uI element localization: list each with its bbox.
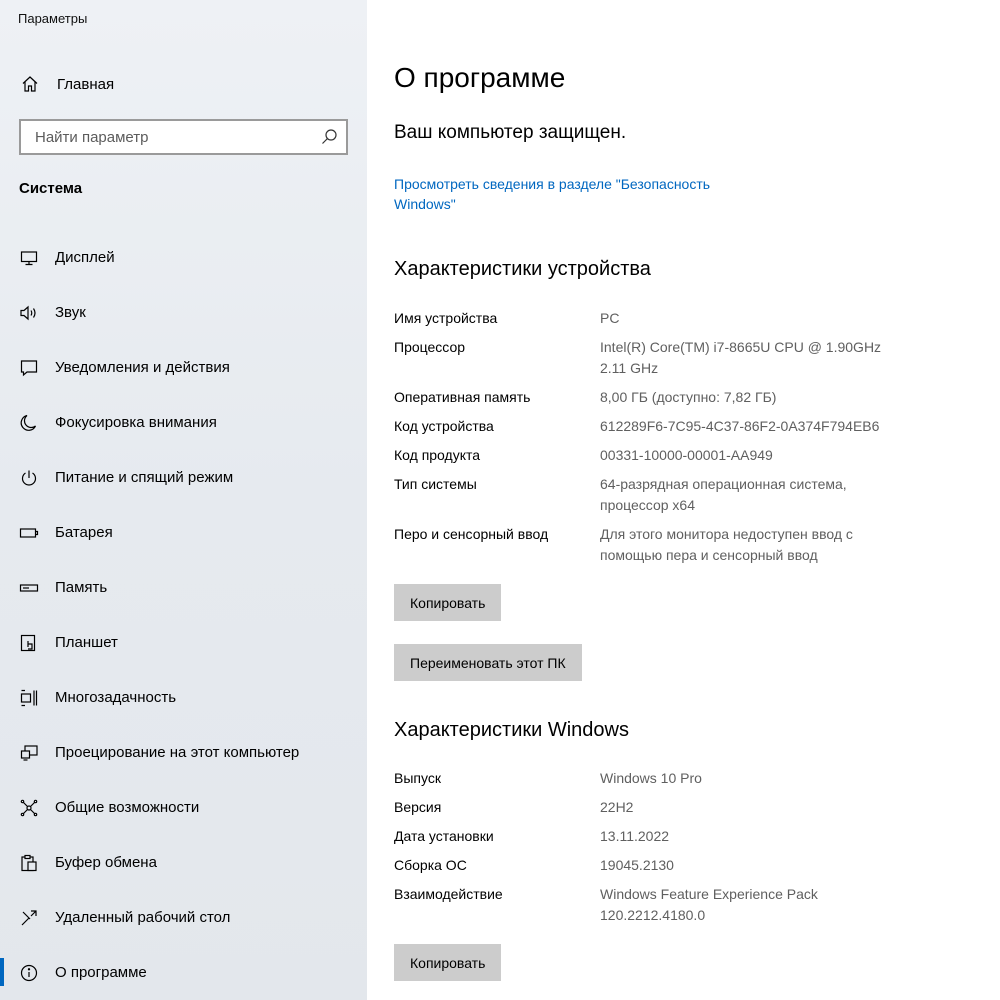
storage-icon <box>18 577 40 599</box>
sidebar-item-power[interactable] <box>0 450 367 505</box>
sidebar-item-label: Батарея <box>55 524 113 541</box>
moon-icon <box>18 412 40 434</box>
spec-value: 00331-10000-00001-AA949 <box>600 447 773 463</box>
sidebar-item-label: Проецирование на этот компьютер <box>55 744 300 761</box>
sidebar-item-label: Удаленный рабочий стол <box>55 909 231 926</box>
spec-row-install-date <box>394 826 974 847</box>
sidebar-item-label: Фокусировка внимания <box>55 414 217 431</box>
spec-key: Код продукта <box>394 447 481 463</box>
spec-value: Windows 10 Pro <box>600 770 702 786</box>
spec-key: Тип системы <box>394 476 477 492</box>
sidebar-item-label: Память <box>55 579 108 596</box>
spec-row-device-name <box>394 308 974 329</box>
spec-row-experience <box>394 884 974 926</box>
sidebar-item-label: Звук <box>55 304 86 321</box>
display-icon <box>18 247 40 269</box>
rename-pc-button[interactable]: Переименовать этот ПК <box>394 644 582 681</box>
spec-row-ram <box>394 387 974 408</box>
remote-desktop-icon <box>18 907 40 929</box>
spec-row-edition <box>394 768 974 789</box>
shared-experiences-icon <box>18 797 40 819</box>
spec-row-pen-touch <box>394 524 974 566</box>
battery-icon <box>18 522 40 544</box>
app-title: Параметры <box>18 11 88 26</box>
page-title: О программе <box>394 62 566 93</box>
spec-value: PC <box>600 310 620 326</box>
copy-windows-specs-button[interactable]: Копировать <box>394 944 501 981</box>
spec-value: 64-разрядная операционная система, процессор x64 <box>600 476 847 513</box>
sidebar-item-tablet[interactable] <box>0 615 367 670</box>
spec-row-processor <box>394 337 974 379</box>
clipboard-icon <box>18 852 40 874</box>
projecting-icon <box>18 742 40 764</box>
sidebar-item-storage[interactable] <box>0 560 367 615</box>
spec-key: Перо и сенсорный ввод <box>394 526 549 542</box>
spec-value: Windows Feature Experience Pack 120.2212.4180.0 <box>600 886 818 923</box>
spec-value: 19045.2130 <box>600 857 674 873</box>
sidebar <box>0 0 367 1000</box>
spec-row-system-type <box>394 474 974 516</box>
sidebar-item-projecting[interactable] <box>0 725 367 780</box>
sidebar-item-notifications[interactable] <box>0 340 367 395</box>
sidebar-section-title: Система <box>19 180 83 197</box>
home-label: Главная <box>57 75 115 93</box>
spec-key: Имя устройства <box>394 310 498 326</box>
sidebar-item-label: Буфер обмена <box>55 854 157 871</box>
notifications-icon <box>18 357 40 379</box>
protection-status: Ваш компьютер защищен. <box>394 122 627 143</box>
sidebar-item-label: О программе <box>55 964 147 981</box>
sidebar-nav <box>0 230 367 1000</box>
tablet-icon <box>18 632 40 654</box>
sidebar-item-focus-assist[interactable] <box>0 395 367 450</box>
device-specs-heading: Характеристики устройства <box>394 258 651 280</box>
sidebar-item-display[interactable] <box>0 230 367 285</box>
sidebar-item-sound[interactable] <box>0 285 367 340</box>
spec-key: Выпуск <box>394 770 441 786</box>
sidebar-item-about[interactable] <box>0 945 367 1000</box>
search-box[interactable] <box>19 119 348 155</box>
multitasking-icon <box>18 687 40 709</box>
spec-row-version <box>394 797 974 818</box>
spec-key: Версия <box>394 799 442 815</box>
windows-specs-heading: Характеристики Windows <box>394 719 629 741</box>
spec-value: 22H2 <box>600 799 634 815</box>
spec-value: Intel(R) Core(TM) i7-8665U CPU @ 1.90GHz 2.11 GHz <box>600 339 882 376</box>
sidebar-item-shared-experiences[interactable] <box>0 780 367 835</box>
sidebar-item-label: Многозадачность <box>55 689 177 706</box>
spec-key: Сборка ОС <box>394 857 467 873</box>
device-specs-table <box>394 308 974 566</box>
sidebar-item-label: Дисплей <box>55 249 115 266</box>
sound-icon <box>18 302 40 324</box>
home-icon <box>19 73 41 95</box>
sidebar-item-battery[interactable] <box>0 505 367 560</box>
spec-row-os-build <box>394 855 974 876</box>
spec-key: Оперативная память <box>394 389 531 405</box>
spec-row-product-id <box>394 445 974 466</box>
sidebar-item-label: Планшет <box>55 634 118 651</box>
sidebar-item-home[interactable] <box>0 66 367 102</box>
spec-value: 612289F6-7C95-4C37-86F2-0A374F794EB6 <box>600 418 880 434</box>
sidebar-item-remote-desktop[interactable] <box>0 890 367 945</box>
main-content <box>367 0 1000 1000</box>
spec-value: Для этого монитора недоступен ввод с помощью пера и сенсорный ввод <box>600 526 853 563</box>
sidebar-item-label: Питание и спящий режим <box>55 469 234 486</box>
sidebar-item-clipboard[interactable] <box>0 835 367 890</box>
sidebar-item-label: Общие возможности <box>55 799 200 816</box>
spec-value: 13.11.2022 <box>600 828 670 844</box>
sidebar-item-multitasking[interactable] <box>0 670 367 725</box>
info-icon <box>18 962 40 984</box>
spec-key: Взаимодействие <box>394 886 503 902</box>
windows-specs-table <box>394 768 974 926</box>
power-icon <box>18 467 40 489</box>
search-input[interactable] <box>33 128 307 147</box>
spec-value: 8,00 ГБ (доступно: 7,82 ГБ) <box>600 389 777 405</box>
security-details-link[interactable]: Просмотреть сведения в разделе "Безопасность Windows" <box>394 176 711 212</box>
spec-row-device-id <box>394 416 974 437</box>
search-icon[interactable] <box>320 128 338 146</box>
copy-device-specs-button[interactable]: Копировать <box>394 584 501 621</box>
sidebar-item-label: Уведомления и действия <box>55 359 230 376</box>
spec-key: Код устройства <box>394 418 494 434</box>
spec-key: Дата установки <box>394 828 494 844</box>
spec-key: Процессор <box>394 339 466 355</box>
